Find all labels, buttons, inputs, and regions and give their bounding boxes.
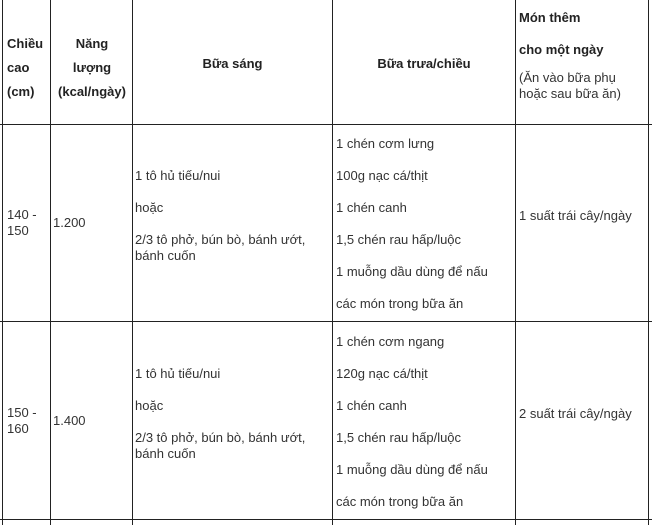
table-border [0, 519, 652, 520]
row2-height: 150 - 160 [7, 405, 37, 436]
row2-breakfast: 1 tô hủ tiếu/nui hoặc 2/3 tô phở, bún bò, bánh ướt, bánh cuốn [135, 366, 306, 461]
row2-energy: 1.400 [53, 413, 86, 428]
header-lunch: Bữa trưa/chiều [377, 56, 471, 71]
table-border [332, 0, 333, 525]
table-border [132, 0, 133, 525]
table-border [2, 0, 3, 525]
table-border [0, 124, 652, 125]
header-breakfast: Bữa sáng [202, 56, 263, 71]
table-border [515, 0, 516, 525]
table-border [648, 0, 649, 525]
row1-height: 140 - 150 [7, 207, 37, 238]
table-border [0, 321, 652, 322]
header-extra: Món thêm cho một ngày (Ăn vào bữa phụ hoặc sau bữa ăn) [519, 10, 621, 101]
row2-extra: 2 suất trái cây/ngày [519, 406, 632, 421]
row2-lunch: 1 chén cơm ngang 120g nạc cá/thịt 1 chén canh 1,5 chén rau hấp/luộc 1 muỗng dầu dùng để nấu các món trong bữa ăn [336, 334, 488, 509]
row1-lunch: 1 chén cơm lưng 100g nạc cá/thịt 1 chén canh 1,5 chén rau hấp/luộc 1 muỗng dầu dùng để nấu các món trong bữa ăn [336, 136, 488, 311]
table-border [50, 0, 51, 525]
row1-extra: 1 suất trái cây/ngày [519, 208, 632, 223]
row1-energy: 1.200 [53, 215, 86, 230]
header-energy: Năng lượng (kcal/ngày) [58, 36, 126, 99]
row1-breakfast: 1 tô hủ tiếu/nui hoặc 2/3 tô phở, bún bò, bánh ướt, bánh cuốn [135, 168, 306, 263]
header-height: Chiều cao (cm) [7, 36, 44, 99]
